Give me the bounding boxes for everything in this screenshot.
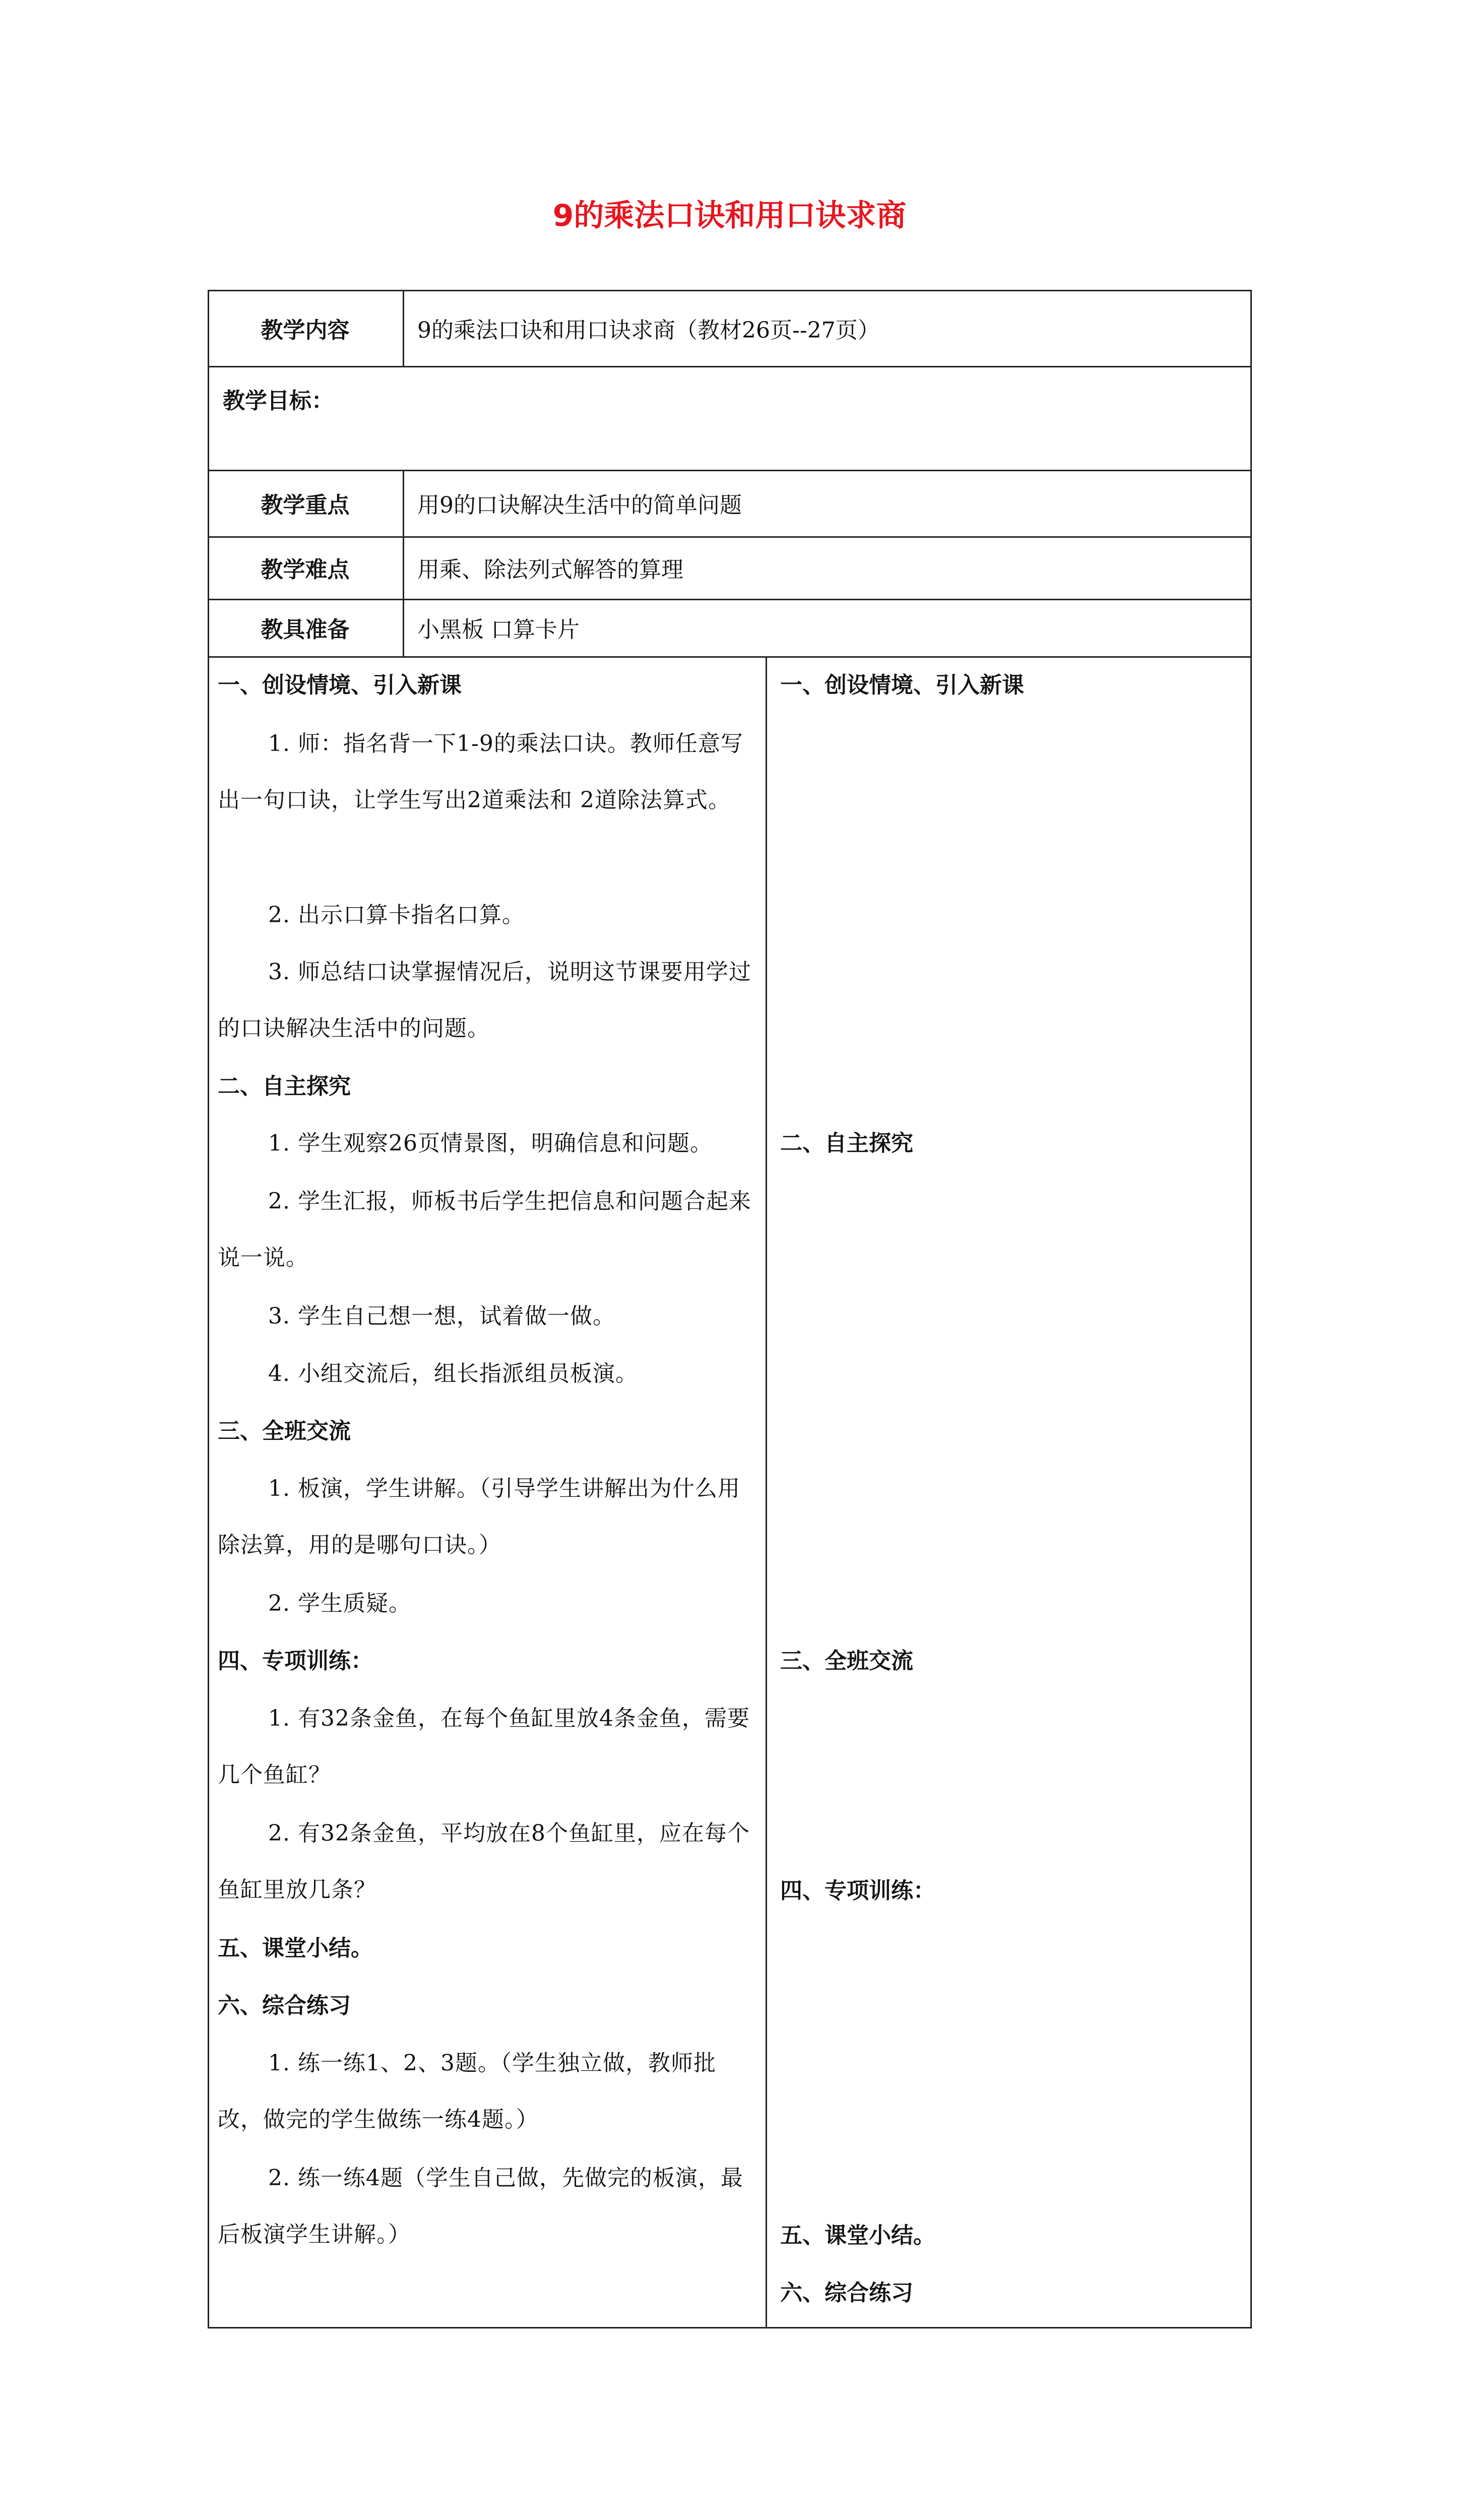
left-section-2-item-3: 3. 学生自己想一想，试着做一做。	[268, 1303, 615, 1329]
col-divider	[766, 656, 767, 2328]
left-section-1-item-1: 1. 师：指名背一下1-9的乘法口诀。教师任意写出一句口诀，让学生写出2道乘法和 2道除法算式。	[218, 731, 743, 813]
row-label-difficulty: 教学难点	[261, 557, 350, 583]
left-section-6-item-2: 2. 练一练4题（学生自己做，先做完的板演，最后板演学生讲解。）	[218, 2165, 743, 2247]
right-section-5-heading: 五、课堂小结。	[780, 2223, 935, 2248]
left-section-4-heading: 四、专项训练：	[218, 1648, 373, 1674]
left-section-3-heading: 三、全班交流	[218, 1418, 351, 1444]
col-divider	[403, 470, 404, 657]
col-divider	[403, 290, 404, 366]
right-section-2-heading: 二、自主探究	[780, 1130, 913, 1156]
left-section-2-item-4: 4. 小组交流后，组长指派组员板演。	[268, 1361, 638, 1387]
row-label-objectives: 教学目标：	[223, 388, 334, 414]
row-value-difficulty: 用乘、除法列式解答的算理	[417, 557, 683, 583]
row-label-content: 教学内容	[261, 317, 350, 343]
left-section-1-item-2: 2. 出示口算卡指名口算。	[268, 902, 525, 928]
right-section-1-heading: 一、创设情境、引入新课	[780, 672, 1024, 698]
left-section-3-item-1: 1. 板演，学生讲解。（引导学生讲解出为什么用除法算，用的是哪句口诀。）	[218, 1476, 740, 1558]
left-section-5-heading: 五、课堂小结。	[218, 1935, 373, 1961]
right-section-4-heading: 四、专项训练：	[780, 1878, 935, 1904]
left-section-4-item-2: 2. 有32条金鱼，平均放在8个鱼缸里，应在每个鱼缸里放几条？	[218, 1820, 750, 1903]
row-label-materials: 教具准备	[261, 617, 350, 643]
left-section-3-item-2: 2. 学生质疑。	[268, 1591, 411, 1616]
left-section-6-item-1: 1. 练一练1、2、3题。（学生独立做，教师批改，做完的学生做练一练4题。）	[218, 2050, 716, 2132]
left-section-1-item-3: 3. 师总结口诀掌握情况后，说明这节课要用学过的口诀解决生活中的问题。	[218, 959, 751, 1041]
row-value-content: 9的乘法口诀和用口诀求商（教材26页--27页）	[417, 317, 880, 343]
row-value-keypoint: 用9的口诀解决生活中的简单问题	[417, 492, 742, 518]
row-label-keypoint: 教学重点	[261, 492, 350, 518]
left-section-6-heading: 六、综合练习	[218, 1993, 351, 2019]
right-section-3-heading: 三、全班交流	[780, 1648, 913, 1674]
left-section-4-item-1: 1. 有32条金鱼，在每个鱼缸里放4条金鱼，需要几个鱼缸？	[218, 1706, 750, 1788]
row-value-materials: 小黑板 口算卡片	[417, 617, 580, 643]
left-section-2-heading: 二、自主探究	[218, 1074, 351, 1099]
left-section-1-heading: 一、创设情境、引入新课	[218, 672, 462, 698]
left-section-2-item-2: 2. 学生汇报，师板书后学生把信息和问题合起来说一说。	[218, 1188, 751, 1271]
left-section-2-item-1: 1. 学生观察26页情景图，明确信息和问题。	[268, 1130, 713, 1156]
document-title: 9的乘法口诀和用口诀求商	[552, 198, 907, 233]
right-section-6-heading: 六、综合练习	[780, 2280, 913, 2306]
